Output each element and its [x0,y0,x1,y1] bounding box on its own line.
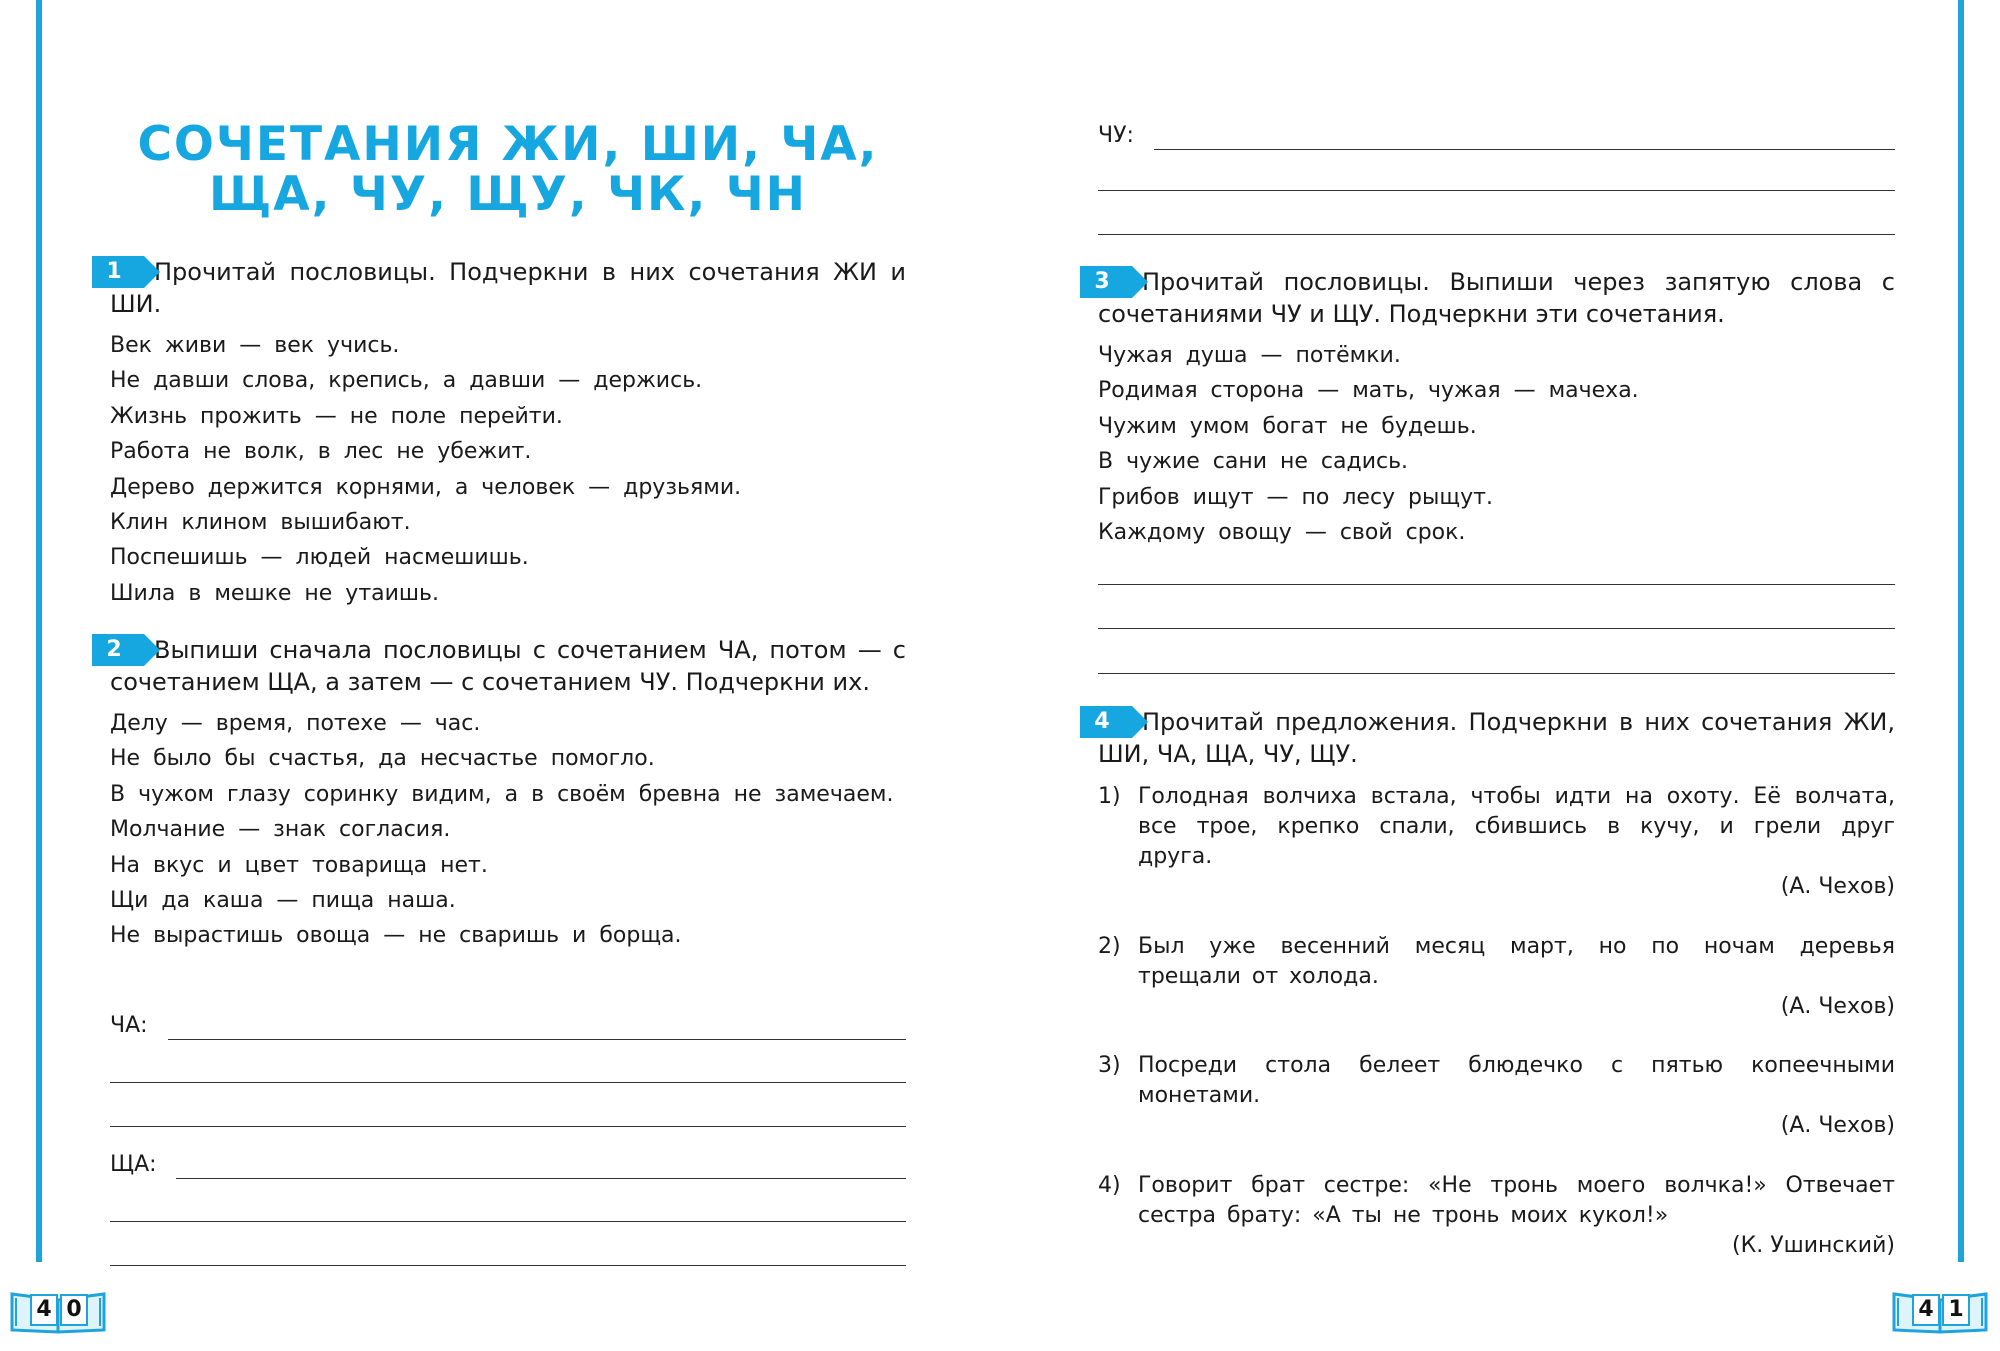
answer-line[interactable] [110,1082,906,1083]
answer-line[interactable] [1098,584,1895,585]
sentence-text: Голодная волчиха встала, чтобы идти на охоту. Её волчата, все трое, крепко спали, сбившись в кучу, и грели друг друга. [1138,784,1895,869]
page-digit: 4 [1912,1294,1940,1326]
task-2 [106,634,906,954]
task-1-proverbs [110,328,906,611]
answer-line[interactable] [1098,673,1895,674]
task-1-instruction-block [106,256,906,320]
task-4-badge: 4 [1080,706,1132,738]
proverb: На вкус и цвет товарища нет. [110,852,488,878]
title-line-2: ЩА, ЧУ, ЩУ, ЧК, ЧН [208,167,808,222]
task-2-badge: 2 [92,634,144,666]
chu-label: ЧУ: [1098,123,1134,148]
left-margin-line [36,0,42,1262]
proverb: Чужим умом богат не будешь. [1098,413,1477,439]
answer-line[interactable] [1098,234,1895,235]
task-3-proverbs [1098,338,1895,550]
open-book-icon [8,1284,108,1334]
answer-line[interactable] [110,1265,906,1266]
task-4-instruction-block [1094,706,1895,770]
task-1-badge: 1 [92,256,144,288]
answer-line[interactable] [110,1126,906,1127]
proverb: Молчание — знак согласия. [110,817,451,843]
chu-answer-line[interactable] [1154,149,1895,150]
task-2-instruction-block [106,634,906,698]
sentence-1 [1098,782,1895,902]
proverb: Не вырастишь овоща — не сваришь и борща. [110,923,682,949]
task-4 [1094,706,1895,770]
open-book-icon [1890,1284,1990,1334]
sentence-number: 3) [1098,1053,1121,1078]
sentence-author: (А. Чехов) [1780,874,1895,899]
proverb: Не было бы счастья, да несчастье помогло. [110,746,655,772]
task-1 [106,256,906,611]
sentence-2 [1098,932,1895,1022]
shcha-label: ЩА: [110,1152,157,1177]
chu-answer-row [1098,114,1895,150]
task-2-proverbs [110,706,906,954]
answer-line[interactable] [1098,190,1895,191]
sentence-3 [1098,1051,1895,1141]
proverb: Щи да каша — пища наша. [110,888,456,914]
right-margin-line [1958,0,1964,1262]
sentence-text: Говорит брат сестре: «Не тронь моего волчка!» Отвечает сестра брату: «А ты не тронь моих кукол!» [1138,1173,1895,1228]
sentence-text: Посреди стола белеет блюдечко с пятью копеечными монетами. [1138,1053,1895,1108]
sentence-author: (А. Чехов) [1780,1113,1895,1138]
task-1-instruction: Прочитай пословицы. Подчеркни в них сочетания ЖИ и ШИ. [110,258,906,318]
page-digit: 0 [60,1294,88,1326]
proverb: Родимая сторона — мать, чужая — мачеха. [1098,378,1639,404]
proverb: Чужая душа — потёмки. [1098,343,1401,368]
left-page [106,0,906,1177]
proverb: Клин клином вышибают. [110,510,411,536]
proverb: Поспешишь — людей насмешишь. [110,545,529,571]
sentence-author: (К. Ушинский) [1732,1233,1895,1258]
answer-line[interactable] [110,1221,906,1222]
cha-answer-line[interactable] [168,1039,906,1040]
sentence-number: 1) [1098,784,1121,809]
page-title [110,117,906,222]
cha-label: ЧА: [110,1013,148,1038]
shcha-answer-row [110,1143,906,1179]
task-3-instruction-block [1094,266,1895,330]
proverb: Шила в мешке не утаишь. [110,580,440,606]
proverb: Век живи — век учись. [110,333,400,358]
proverb: В чужом глазу соринку видим, а в своём бревна не замечаем. [110,781,894,807]
proverb: Делу — время, потехе — час. [110,711,481,736]
proverb: Грибов ищут — по лесу рыщут. [1098,484,1493,510]
proverb: Каждому овощу — свой срок. [1098,520,1466,546]
title-line-1: СОЧЕТАНИЯ ЖИ, ШИ, ЧА, [137,117,879,172]
task-2-instruction: Выпиши сначала пословицы с сочетанием ЧА, потом — с сочетанием ЩА, а затем — с сочетанием ЧУ. Подчеркни их. [110,636,906,696]
task-4-instruction: Прочитай предложения. Подчеркни в них сочетания ЖИ, ШИ, ЧА, ЩА, ЧУ, ЩУ. [1098,708,1895,768]
sentence-text: Был уже весенний месяц март, но по ночам деревья трещали от холода. [1138,934,1895,989]
page-digit: 4 [30,1294,58,1326]
page-number-left [8,1284,108,1334]
page-digit: 1 [1942,1294,1970,1326]
task-3-badge: 3 [1080,266,1132,298]
answer-line[interactable] [1098,628,1895,629]
proverb: Дерево держится корнями, а человек — друзьями. [110,474,742,500]
task-3 [1094,266,1895,550]
page-number-right [1890,1284,1990,1334]
proverb: Жизнь прожить — не поле перейти. [110,403,563,429]
proverb: Работа не волк, в лес не убежит. [110,439,532,465]
sentence-author: (А. Чехов) [1780,994,1895,1019]
proverb: В чужие сани не садись. [1098,449,1409,475]
sentence-4 [1098,1171,1895,1261]
sentence-number: 2) [1098,934,1121,959]
cha-answer-row [110,1004,906,1040]
sentence-number: 4) [1098,1173,1121,1198]
task-3-instruction: Прочитай пословицы. Выпиши через запятую слова с сочетаниями ЧУ и ЩУ. Подчеркни эти сочетания. [1098,268,1895,328]
proverb: Не давши слова, крепись, а давши — держись. [110,368,703,394]
shcha-answer-line[interactable] [176,1178,906,1179]
